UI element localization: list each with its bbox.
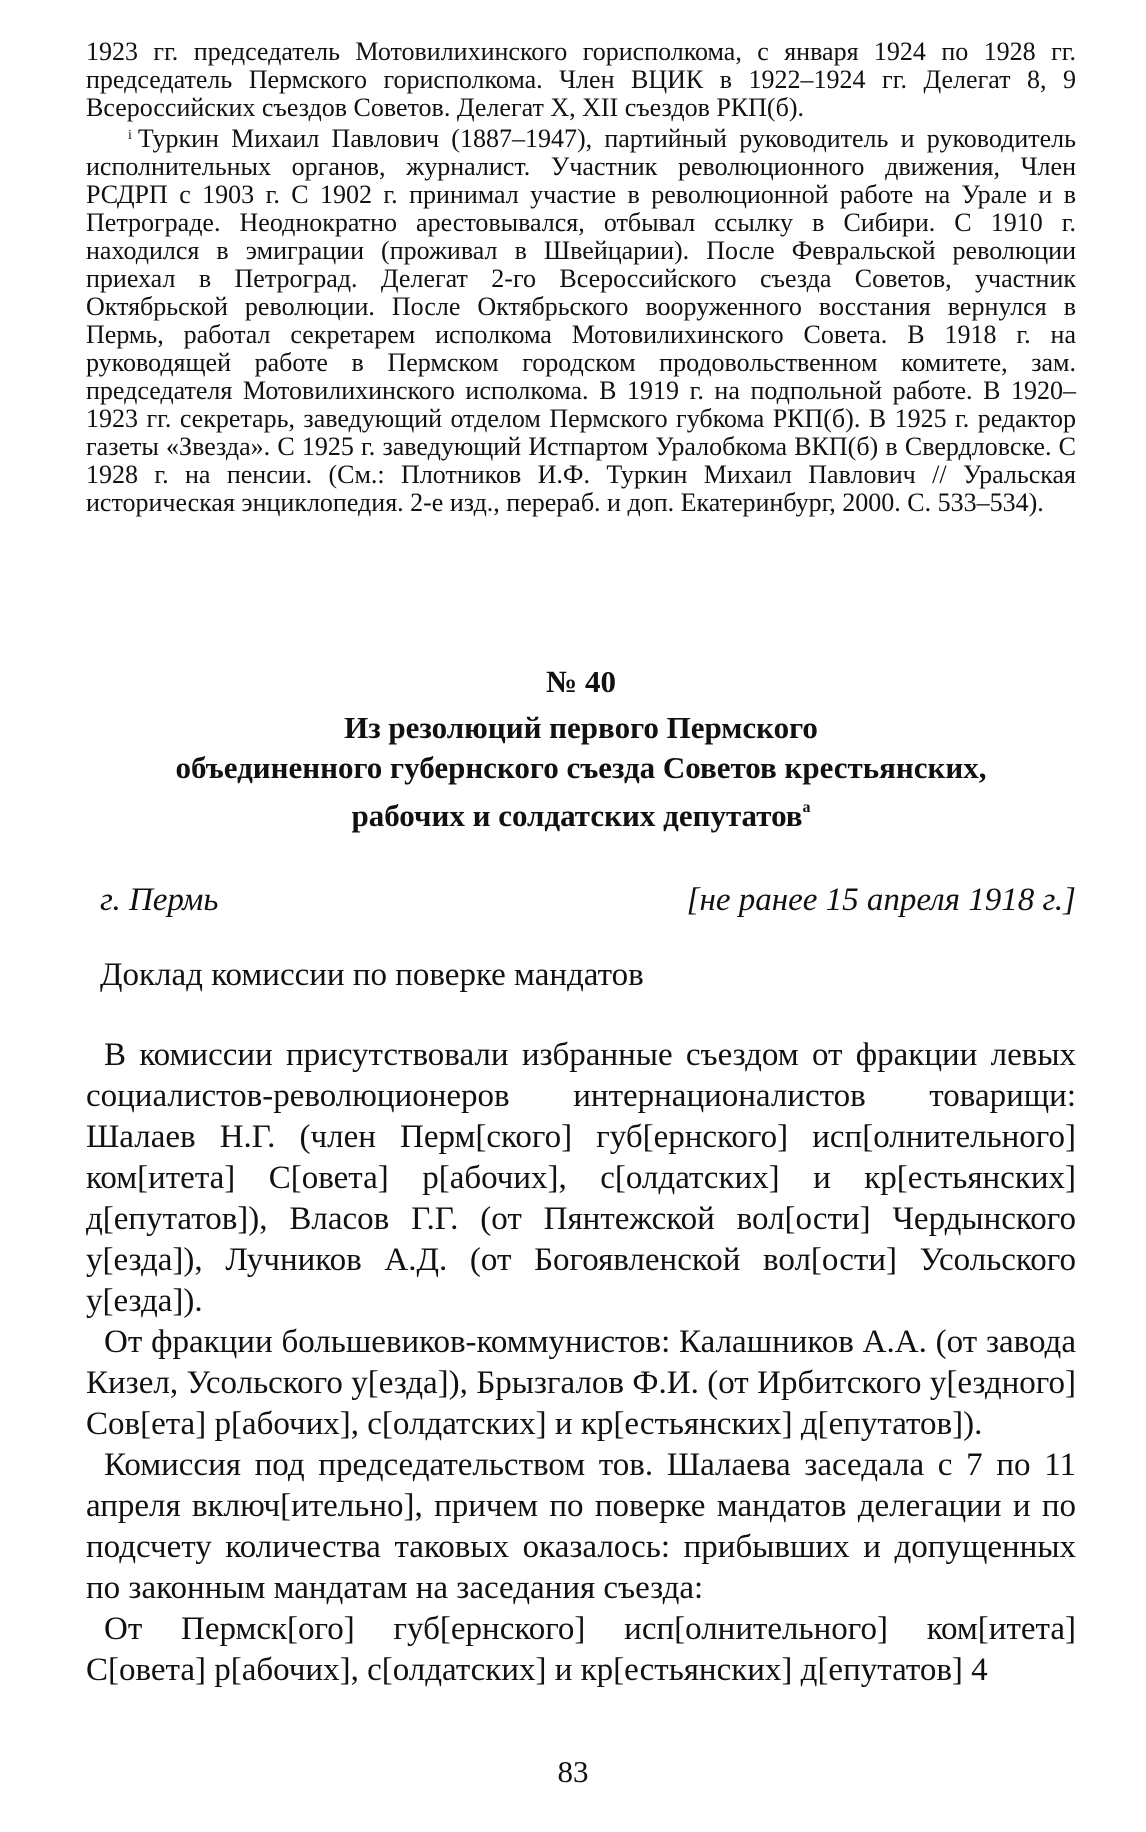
page-number: 83 — [557, 1754, 589, 1789]
footnotes-section — [86, 38, 1076, 517]
body-paragraph-3: Комиссия под председательством тов. Шалаева заседала с 7 по 11 апреля включ[ительно], причем по поверке мандатов делегации и по подсчету количества таковых оказалось: прибывших и допущенных по законным мандатам на заседания съезда: — [86, 1447, 1076, 1606]
document-title-line-1: Из резолюций первого Пермского — [344, 710, 818, 745]
footnote-continuation: 1923 гг. председатель Мотовилихинского горисполкома, с января 1924 по 1928 гг. председатель Пермского горисполкома. Член ВЦИК в 1922–1924 гг. Делегат 8, 9 Всероссийских съездов Советов. Делегат X, XII съездов РКП(б). — [86, 37, 1076, 122]
document-body — [86, 1035, 1076, 1691]
document-number: № 40 — [546, 664, 616, 699]
document-title-line-3-text: рабочих и солдатских депутатов — [351, 798, 803, 833]
body-paragraph-2: От фракции большевиков-коммунистов: Калашников А.А. (от завода Кизел, Усольского у[езда]), Брызгалов Ф.И. (от Ирбитского у[ездного] Сов[ета] р[абочих], с[олдатских] и кр[естьянских] д[епутатов]). — [86, 1324, 1076, 1442]
document-title-line-2: объединенного губернского съезда Советов крестьянских, — [175, 750, 987, 785]
section-subheading: Доклад комиссии по поверке мандатов — [100, 957, 644, 993]
footnote-marker: i — [128, 128, 132, 143]
document-place: г. Пермь — [100, 882, 219, 918]
body-paragraph-1: В комиссии присутствовали избранные съездом от фракции левых социалистов-революционеров интернационалистов товарищи: Шалаев Н.Г. (член Перм[ского] губ[ернского] исп[олнительного] ком[итета] С[овета] р[абочих], с[олдатских] и кр[естьянских] д[епутатов]), Власов Г.Г. (от Пянтежской вол[ости] Чердынского у[езда]), Лучников А.Д. (от Богоявленской вол[ости] Усольского у[езда]). — [86, 1037, 1076, 1319]
footnote-turkin-text: Туркин Михаил Павлович (1887–1947), партийный руководитель и руководитель исполнительных органов, журналист. Участник революционного движения, Член РСДРП с 1903 г. С 1902 г. принимал участие в революционной работе на Урале и в Петрограде. Неоднократно арестовывался, отбывал ссылку в Сибири. С 1910 г. находился в эмиграции (проживал в Швейцарии). После Февральской революции приехал в Петроград. Делегат 2-го Всероссийского съезда Советов, участник Октябрьской революции. После Октябрьского вооруженного восстания вернулся в Пермь, работал секретарем исполкома Мотовилихинского Совета. В 1918 г. на руководящей работе в Пермском городском продовольственном комитете, зам. председателя Мотовилихинского исполкома. В 1919 г. на подпольной работе. В 1920–1923 гг. секретарь, заведующий отделом Пермского губкома РКП(б). В 1925 г. редактор газеты «Звезда». С 1925 г. заведующий Истпартом Уралобкома ВКП(б) в Свердловске. С 1928 г. на пенсии. (См.: Плотников И.Ф. Туркин Михаил Павлович // Уральская историческая энциклопедия. 2-е изд., перераб. и доп. Екатеринбург, 2000. С. 533–534). — [86, 124, 1076, 517]
footnote-turkin — [86, 122, 1076, 517]
document-heading — [86, 662, 1076, 836]
document-title-line-3 — [86, 788, 1076, 836]
document-date: [не ранее 15 апреля 1918 г.] — [686, 882, 1076, 918]
body-paragraph-4: От Пермск[ого] губ[ернского] исп[олнительного] ком[итета] С[овета] р[абочих], с[олдатских] и кр[естьянских] д[епутатов] 4 — [86, 1611, 1076, 1688]
title-footnote-marker: а — [802, 799, 811, 816]
